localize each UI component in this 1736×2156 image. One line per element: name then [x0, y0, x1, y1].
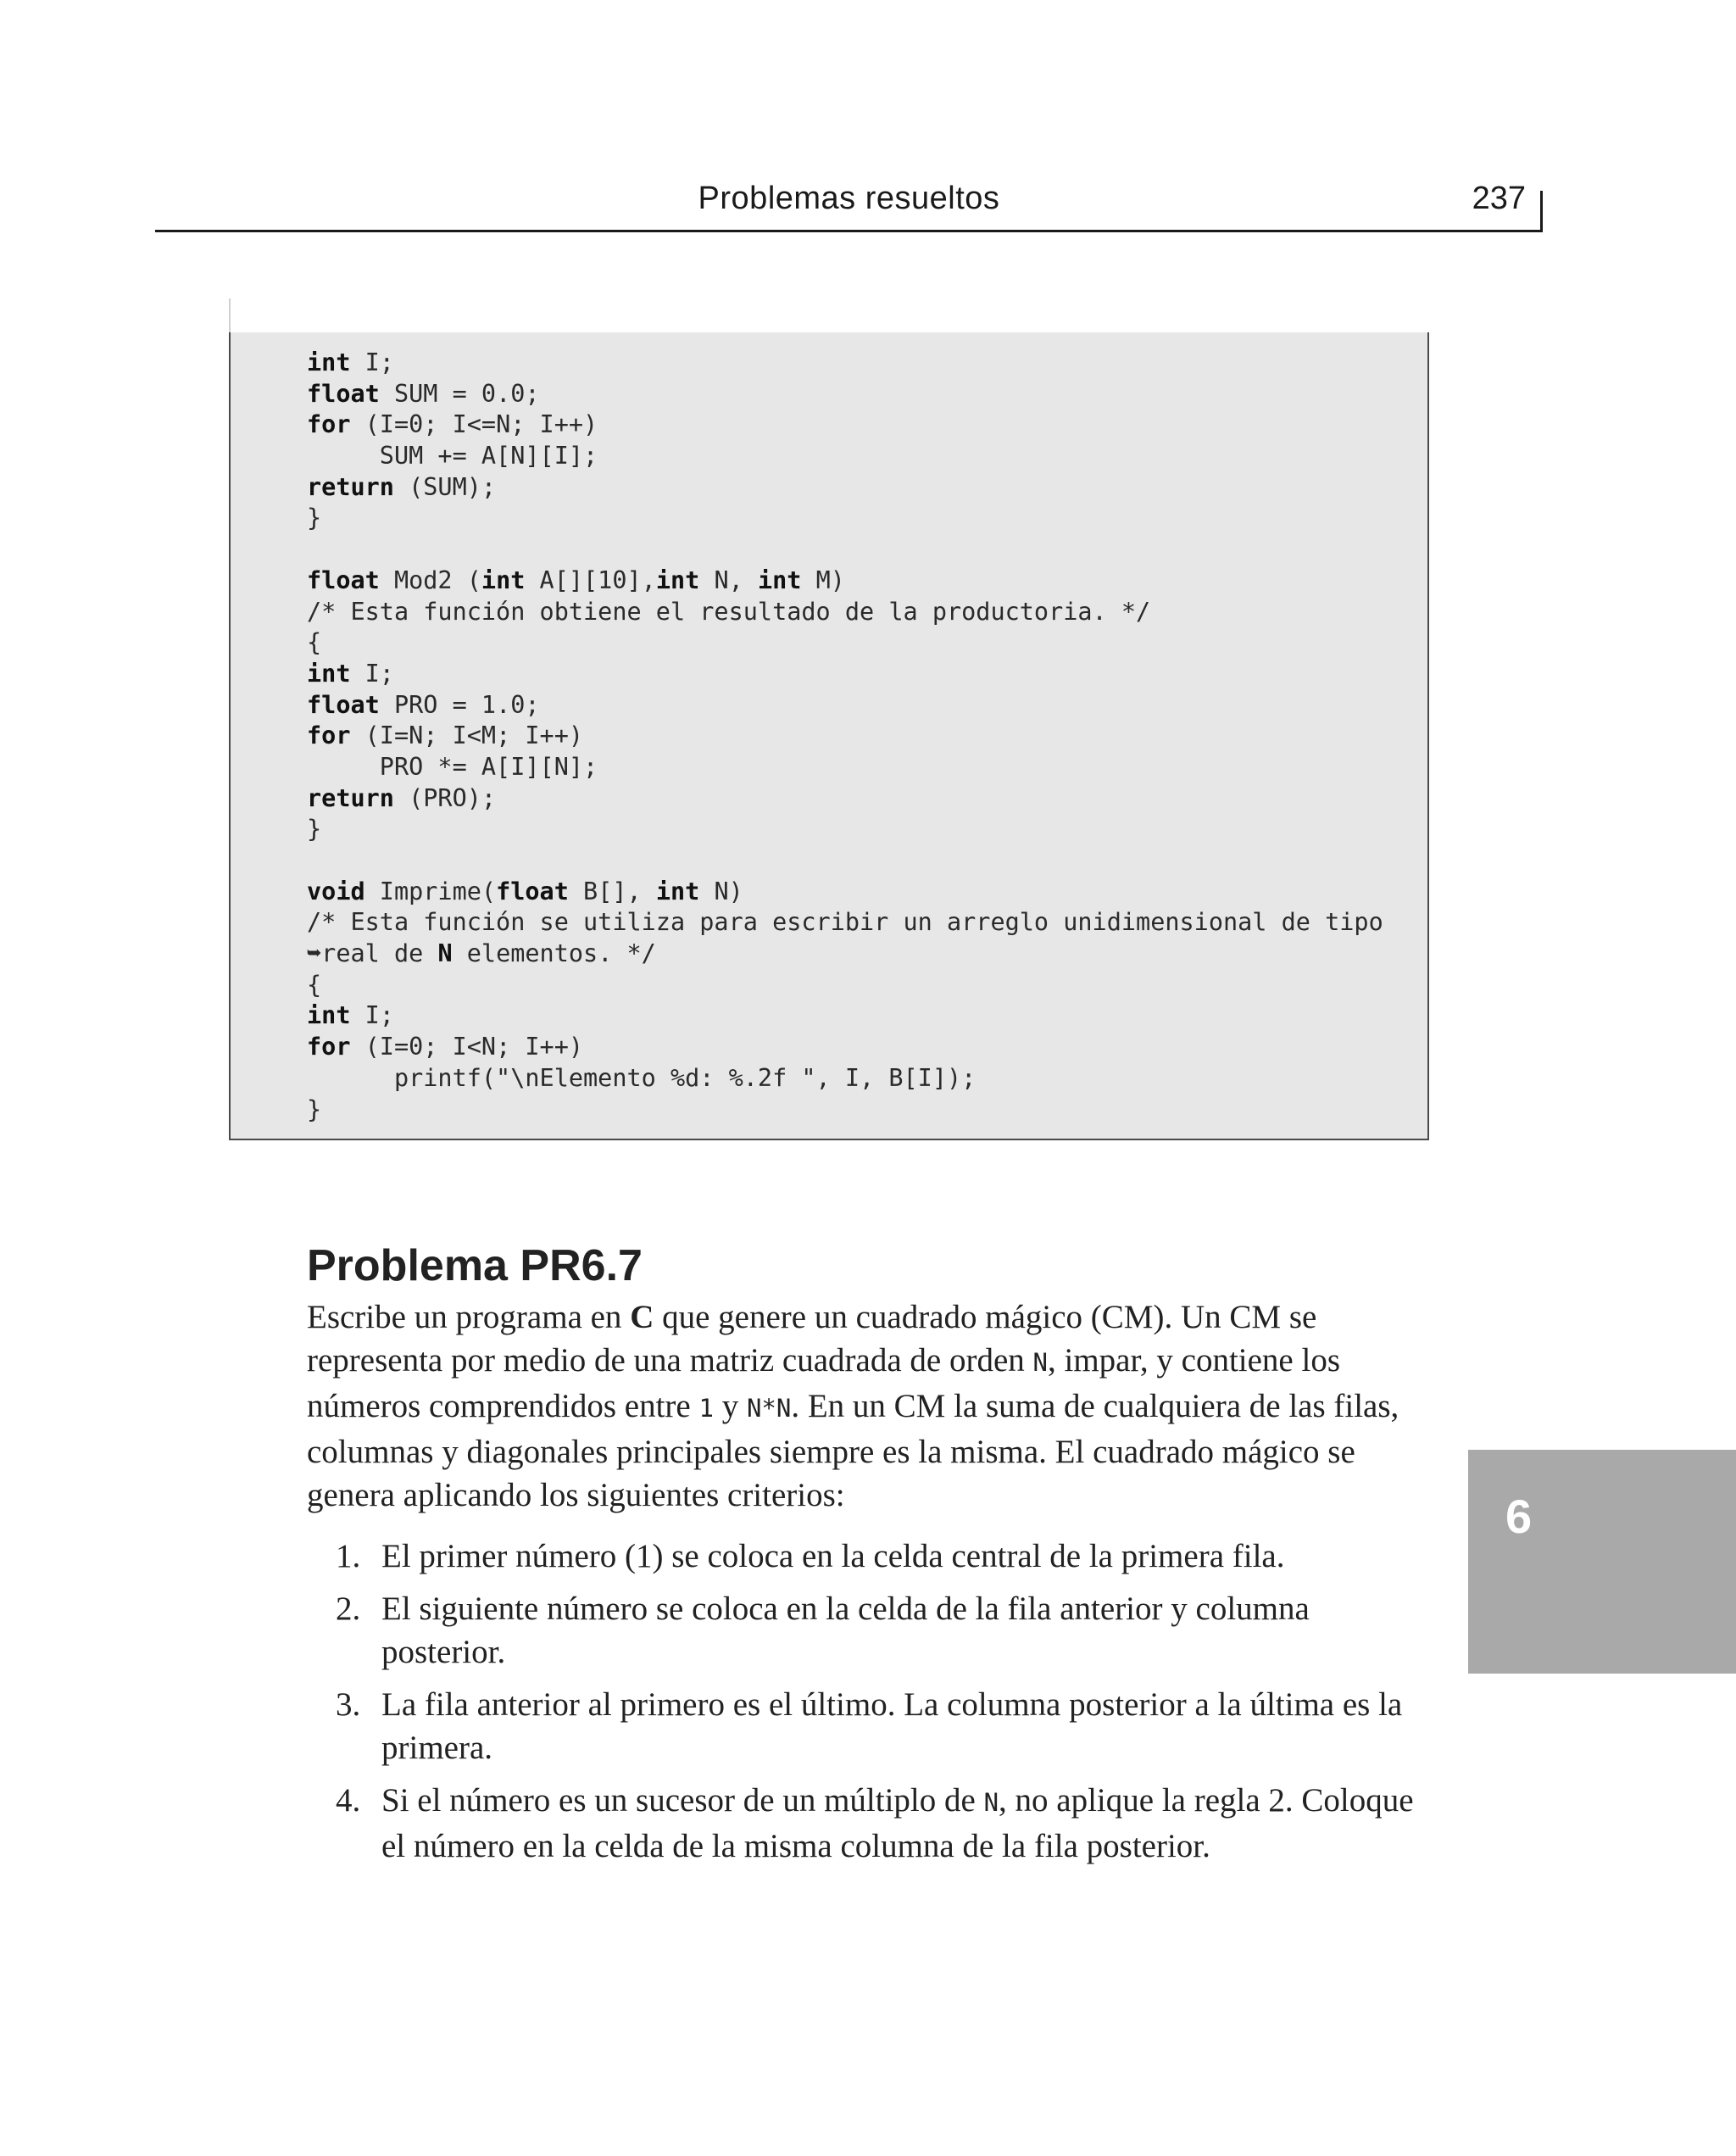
code-line: [307, 1063, 1383, 1095]
code-text: N): [699, 877, 743, 905]
code-line: [307, 1000, 1383, 1032]
list-item: [307, 1683, 1426, 1769]
code-text: (PRO);: [393, 783, 497, 812]
chapter-thumb-tab: [1468, 1450, 1736, 1674]
code-line: [307, 907, 1383, 939]
code-line: [307, 472, 1383, 504]
intro-text-4: y: [713, 1388, 747, 1424]
code-keyword: int: [307, 659, 351, 688]
code-text: /* Esta función se utiliza para escribir un arreglo unidimensional de tipo: [307, 908, 1383, 937]
list-item-number: 1.: [336, 1538, 361, 1574]
code-text: {: [307, 970, 322, 999]
code-text: A[][10],: [525, 565, 656, 594]
list-item-text: La fila anterior al primero es el último. La columna posterior a la última es la primera.: [381, 1686, 1403, 1766]
code-keyword: int: [757, 565, 802, 594]
code-text: I;: [350, 348, 394, 376]
code-line: [307, 597, 1383, 628]
list-item: [307, 1535, 1426, 1578]
code-text: PRO *= A[I][N];: [307, 752, 598, 781]
code-line: [307, 565, 1383, 597]
code-keyword: for: [307, 1033, 351, 1061]
list-item-text-a: Si el número es un sucesor de un múltiplo de: [381, 1782, 984, 1819]
code-line: [307, 409, 1383, 441]
code-text: }: [307, 815, 322, 844]
code-keyword: int: [307, 1001, 351, 1030]
code-keyword: N: [437, 939, 453, 968]
criteria-list: [307, 1535, 1426, 1877]
var-n: N: [983, 1788, 999, 1817]
page-number: 237: [1472, 181, 1526, 216]
code-text: Imprime(: [364, 877, 497, 905]
code-keyword: float: [496, 877, 569, 905]
code-text: {: [307, 628, 322, 657]
intro-paragraph: [307, 1295, 1426, 1517]
running-header: [155, 174, 1543, 232]
code-text: Mod2 (: [379, 565, 481, 594]
intro-text-1: Escribe un programa en: [307, 1299, 631, 1335]
code-keyword: return: [307, 472, 394, 501]
running-title: Problemas resueltos: [698, 181, 1000, 216]
code-text: ➥real de: [307, 939, 438, 968]
code-line: [307, 503, 1383, 534]
code-line: [307, 845, 1383, 877]
code-line: [307, 379, 1383, 410]
code-line: [307, 752, 1383, 783]
code-line: [307, 721, 1383, 752]
expr-n-times-n: N*N: [746, 1394, 792, 1423]
code-line: [307, 441, 1383, 472]
language-name: C: [630, 1299, 654, 1335]
code-keyword: for: [307, 721, 351, 750]
code-keyword: int: [307, 348, 351, 376]
code-line: [307, 1032, 1383, 1063]
code-lines: [307, 348, 1383, 1125]
code-text: printf("\nElemento %d: %.2f ", I, B[I]);: [307, 1063, 976, 1092]
problem-title: Problema PR6.7: [307, 1241, 643, 1291]
code-listing: [229, 332, 1429, 1140]
code-text: M): [801, 565, 845, 594]
code-text: N,: [699, 565, 758, 594]
code-line: [307, 783, 1383, 815]
code-text: I;: [350, 659, 394, 688]
list-item-number: 3.: [336, 1686, 361, 1723]
problem-statement: [307, 1295, 1426, 1517]
list-item: [307, 1779, 1426, 1868]
code-text: (SUM);: [393, 472, 497, 501]
code-line: [307, 970, 1383, 1001]
list-item-number: 4.: [336, 1782, 361, 1819]
code-keyword: float: [307, 379, 380, 408]
intro-text-5: . En un CM la suma de cualquiera de las filas, columnas y diagonales principales siempre es la misma. El cuadrado mágico se genera aplicando los siguientes criterios:: [307, 1388, 1399, 1513]
code-text: elementos. */: [452, 939, 656, 968]
code-text: }: [307, 1095, 322, 1123]
code-text: (I=0; I<=N; I++): [350, 410, 598, 439]
code-keyword: int: [655, 565, 700, 594]
code-line: [307, 659, 1383, 690]
code-text: PRO = 1.0;: [379, 690, 540, 719]
code-text: (I=0; I<N; I++): [350, 1033, 584, 1061]
list-item: [307, 1587, 1426, 1674]
code-box-corner-mark: [229, 298, 231, 332]
code-keyword: for: [307, 410, 351, 439]
intro-text-3: , impar, y contiene los números comprendidos entre: [307, 1342, 1341, 1424]
list-item-number: 2.: [336, 1591, 361, 1627]
code-line: [307, 814, 1383, 845]
code-text: SUM = 0.0;: [379, 379, 540, 408]
header-rule-tick: [1540, 191, 1543, 230]
code-text: (I=N; I<M; I++): [350, 721, 584, 750]
code-keyword: int: [481, 565, 526, 594]
code-text: SUM += A[N][I];: [307, 442, 598, 471]
intro-text-2: que genere un cuadrado mágico (CM). Un CM se representa por medio de una matriz cuadrada de orden: [307, 1299, 1317, 1379]
list-item-text: El primer número (1) se coloca en la celda central de la primera fila.: [381, 1538, 1285, 1574]
list-item-text: El siguiente número se coloca en la celda de la fila anterior y columna posterior.: [381, 1591, 1310, 1670]
code-keyword: int: [655, 877, 700, 905]
code-line: [307, 348, 1383, 379]
code-line: [307, 627, 1383, 659]
code-line: [307, 534, 1383, 565]
list-item-text-c: , no aplique la regla 2. Coloque el número en la celda de la misma columna de la fila posterior.: [381, 1782, 1414, 1864]
code-keyword: float: [307, 565, 380, 594]
chapter-number: 6: [1505, 1490, 1533, 1543]
code-text: }: [307, 504, 322, 532]
code-text: I;: [350, 1001, 394, 1030]
code-line: [307, 690, 1383, 721]
code-keyword: return: [307, 783, 394, 812]
code-keyword: void: [307, 877, 365, 905]
code-text: B[],: [568, 877, 656, 905]
value-one: 1: [698, 1394, 714, 1423]
var-n: N: [1032, 1348, 1048, 1377]
code-line: [307, 939, 1383, 970]
code-line: [307, 1095, 1383, 1126]
code-line: [307, 877, 1383, 908]
code-keyword: float: [307, 690, 380, 719]
code-text: /* Esta función obtiene el resultado de la productoria. */: [307, 597, 1151, 626]
